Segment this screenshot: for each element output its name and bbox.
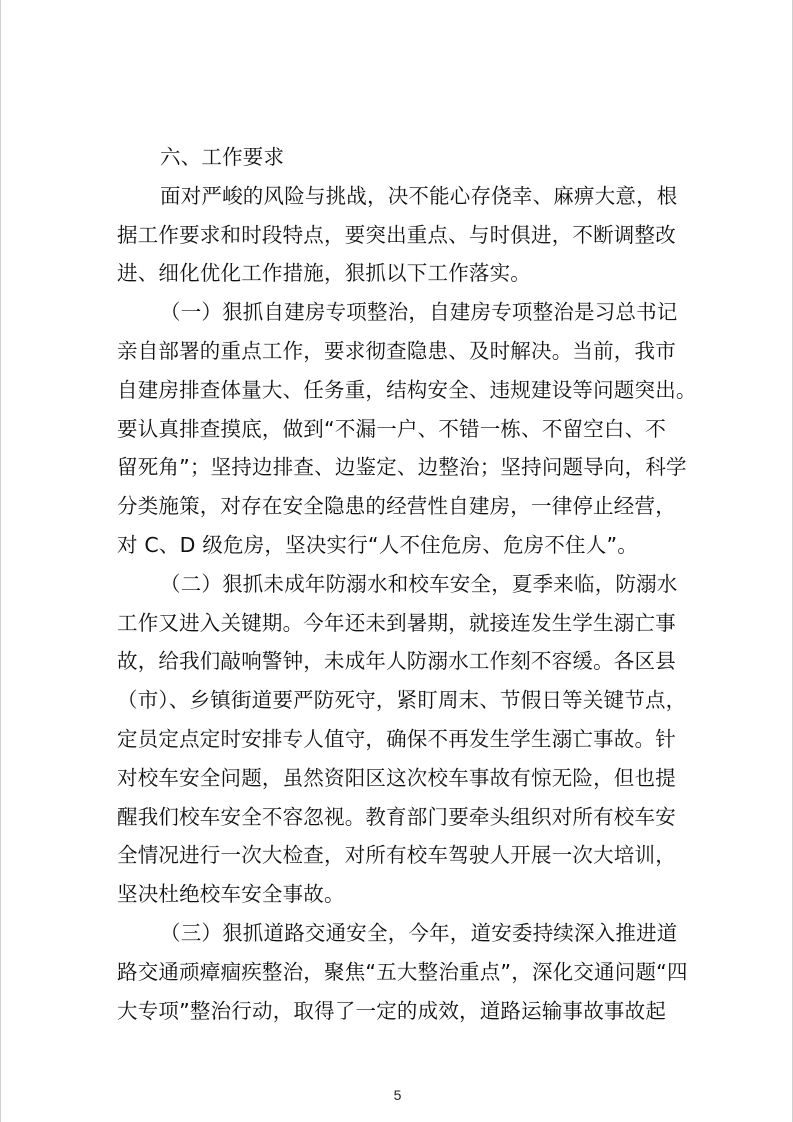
paragraph-line: 对 C、D 级危房，坚决实行“人不住危房、危房不住人”。: [117, 532, 638, 557]
page-number: 5: [393, 1087, 402, 1103]
paragraph-line: （三）狠抓道路交通安全，今年，道安委持续深入推进道: [160, 920, 678, 945]
paragraph-line: 分类施策，对存在安全隐患的经营性自建房，一律停止经营，: [117, 494, 676, 519]
paragraph-line: 据工作要求和时段特点，要突出重点、与时俱进，不断调整改: [117, 222, 676, 247]
paragraph-line: 工作又进入关键期。今年还未到暑期，就接连发生学生溺亡事: [117, 610, 676, 635]
paragraph-line: （市）、乡镇街道要严防死守，紧盯周末、节假日等关键节点，: [117, 688, 687, 713]
paragraph-self-built-housing: [117, 293, 717, 565]
paragraph-line: 留死角”；坚持边排查、边鉴定、边整治；坚持问题导向，科学: [117, 455, 687, 480]
paragraph-line: 要认真排查摸底，做到“不漏一户、不错一栋、不留空白、不: [117, 416, 667, 441]
paragraph-line: 故，给我们敲响警钟，未成年人防溺水工作刻不容缓。各区县: [117, 649, 676, 674]
paragraph-line: 醒我们校车安全不容忽视。教育部门要牵头组织对所有校车安: [117, 804, 676, 829]
paragraph-intro: [117, 177, 717, 293]
paragraph-line: 坚决杜绝校车安全事故。: [117, 882, 345, 907]
section-heading: 六、工作要求: [160, 145, 285, 169]
paragraph-line: 自建房排查体量大、任务重，结构安全、违规建设等问题突出。: [117, 377, 697, 402]
paragraph-road-traffic: [117, 914, 717, 1030]
paragraph-line: 全情况进行一次大检查，对所有校车驾驶人开展一次大培训，: [117, 843, 676, 868]
paragraph-drowning-school-bus: [117, 565, 717, 914]
paragraph-line: 进、细化优化工作措施，狠抓以下工作落实。: [117, 261, 531, 286]
paragraph-line: 路交通顽瘴痼疾整治，聚焦“五大整治重点”，深化交通问题“四: [117, 959, 688, 984]
paragraph-line: 面对严峻的风险与挑战，决不能心存侥幸、麻痹大意，根: [160, 183, 678, 208]
paragraph-line: 大专项”整治行动，取得了一定的成效，道路运输事故事故起: [117, 998, 667, 1023]
document-body: [117, 138, 717, 1030]
paragraph-line: 对校车安全问题，虽然资阳区这次校车事故有惊无险，但也提: [117, 765, 676, 790]
paragraph-line: 亲自部署的重点工作，要求彻查隐患、及时解决。当前，我市: [117, 338, 676, 363]
paragraph-line: （二）狠抓未成年防溺水和校车安全，夏季来临，防溺水: [160, 571, 678, 596]
paragraph-line: 定员定点定时安排专人值守，确保不再发生学生溺亡事故。针: [117, 726, 676, 751]
paragraph-line: （一）狠抓自建房专项整治，自建房专项整治是习总书记: [160, 300, 678, 325]
